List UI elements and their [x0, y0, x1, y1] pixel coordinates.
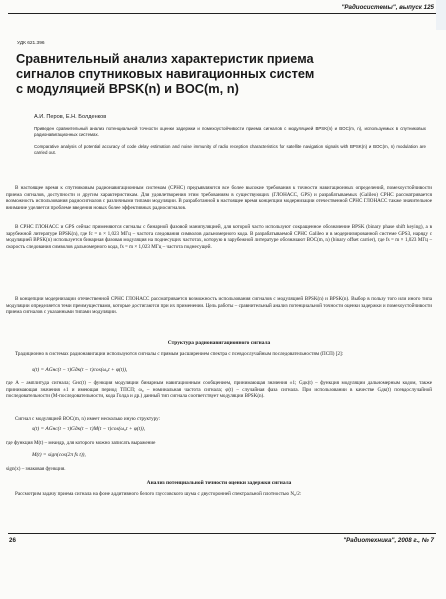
section-title-signal-structure: Структура радионавигационного сигнала	[167, 340, 271, 346]
formula-meander: M(t) = sign(cos(2π fs t)),	[32, 452, 86, 458]
formula-bpsk-signal: s(t) = AGнс(t − τ)Gдк(t − τ)cos(ω₀t + φ(t)),	[32, 367, 128, 373]
abstract-en: Comparative analysis of potential accuracy of code delay estimation and noise immunity of radio reception characteristics for satellite navigation signals with BPSK(n) и BOC(m, n) modulation are carried out.	[34, 144, 426, 155]
footer-rule	[8, 533, 436, 534]
udc-code: УДК 621.396	[17, 41, 45, 46]
section1-paragraph-5: sign(x) – знаковая функция.	[6, 466, 66, 472]
intro-paragraph-1b: В СРНС ГЛОНАСС и GPS сейчас применяются сигналы с бинарной фазовой манипуляцией, для которой часто используют сокращенное обозначение BPSK (binary phase shift keying), а в зарубежной литературе BPSK(n), где fc = n × 1,023 МГц – частота следования символов дальномерного кода. В разрабатываемой СРНС Galileo и в модернизированной системе GPS3, наряду с модуляцией BPSK(n) используется бинарная фазовая модуляция на поднесущих частотах, которую в зарубежной литературе обозначают BOC(m, n) (binary offset carrier), где fs = m × 1,023 МГц – скорость следования символов дальномерного кода, fs = m × 1,023 МГц – частота поднесущей.	[6, 224, 432, 250]
page-corner-shadow	[436, 0, 446, 30]
title-line-2: сигналов спутниковых навигационных систем	[16, 66, 315, 82]
section1-paragraph-2: где A – амплитуда сигнала; Gнс(t) – функция модуляции бинарным навигационным сообщением, принимающая значения ±1; Gдк(t) – функция модуляции дальномерным кодом, также принимающая значения ±1 и имеющая период TПСП; ω₀ – номинальная частота сигнала; φ(t) – случайная фаза сигнала. При использовании в качестве Gдк(t) псевдослучайной последовательности (M-последовательности, кода Голда и др.) данный тип сигнала соответствует модуляции BPSK(n).	[6, 380, 432, 400]
formula-boc-signal: s(t) = AGнс(t − τ)Gдк(t − τ)M(t − τ)cos(ω₀t + φ(t)),	[32, 426, 146, 432]
section2-paragraph-1: Рассмотрим задачу приема сигнала на фоне аддитивного белого гауссовского шума с двусторонней спектральной плотностью N₀/2:	[15, 491, 302, 497]
section1-paragraph-1: Традиционно в системах радионавигации используются сигналы с прямым расширением спектра с псевдослучайным последовательностям (ПСП) [2]:	[15, 351, 344, 357]
abstract-ru: Приведен сравнительный анализ потенциальной точности оценки задержки и помехоустойчивости приема сигналов с модуляцией BPSK(n) и BOC(m, n), используемых в спутниковых радионавигационных системах.	[34, 126, 426, 137]
section1-paragraph-4: где функция M(t) – меандр, для которого можно записать выражение	[6, 440, 156, 446]
journal-footer: "Радиотехника", 2008 г., № 7	[343, 537, 434, 544]
intro-paragraph-2: В концепции модернизации отечественной СРНС ГЛОНАСС рассматривается возможность использования сигналов с модуляцией BPSK(n) и BPSK(n). Выбор в пользу того или иного типа модуляции определяется теми преимуществами, которые достигаются при их применении. Цель работы – сравнительный анализ потенциальной точности оценки задержки и помехоустойчивости приема сигналов с указанными типами модуляции.	[6, 296, 432, 316]
title-line-1: Сравнительный анализ характеристик приема	[16, 51, 314, 66]
authors: А.И. Перов, Е.Н. Болденков	[34, 114, 107, 120]
title-line-3: с модуляцией BPSK(n) и BOC(m, n)	[16, 81, 239, 97]
article-title	[16, 51, 426, 97]
running-header: "Радиосистемы", выпуск 125	[341, 4, 434, 11]
intro-paragraph-1: В настоящее время к спутниковым радионавигационным системам (СРНС) предъявляются все более высокие требования к точности навигационных определений, помехоустойчивости приема сигналов, доступности и другим характеристикам. Для удовлетворения этим требованиям в существующих (ГЛОНАСС, GPS) и разрабатываемых (Galileo) СРНС рассматривается возможность использования радиосигналов с различными типами модуляции. В разработанной в настоящее время концепции модернизации отечественной СРНС ГЛОНАСС также значительное внимание уделяется проблеме введения новых более эффективных радиосигналов.	[6, 185, 432, 211]
header-rule	[8, 13, 436, 14]
section1-paragraph-3: Сигнал с модуляцией BOC(m, n) имеет несколько иную структуру:	[15, 416, 161, 422]
section-title-delay-accuracy: Анализ потенциальной точности оценки задержки сигнала	[146, 480, 292, 486]
page-number: 26	[9, 537, 16, 544]
